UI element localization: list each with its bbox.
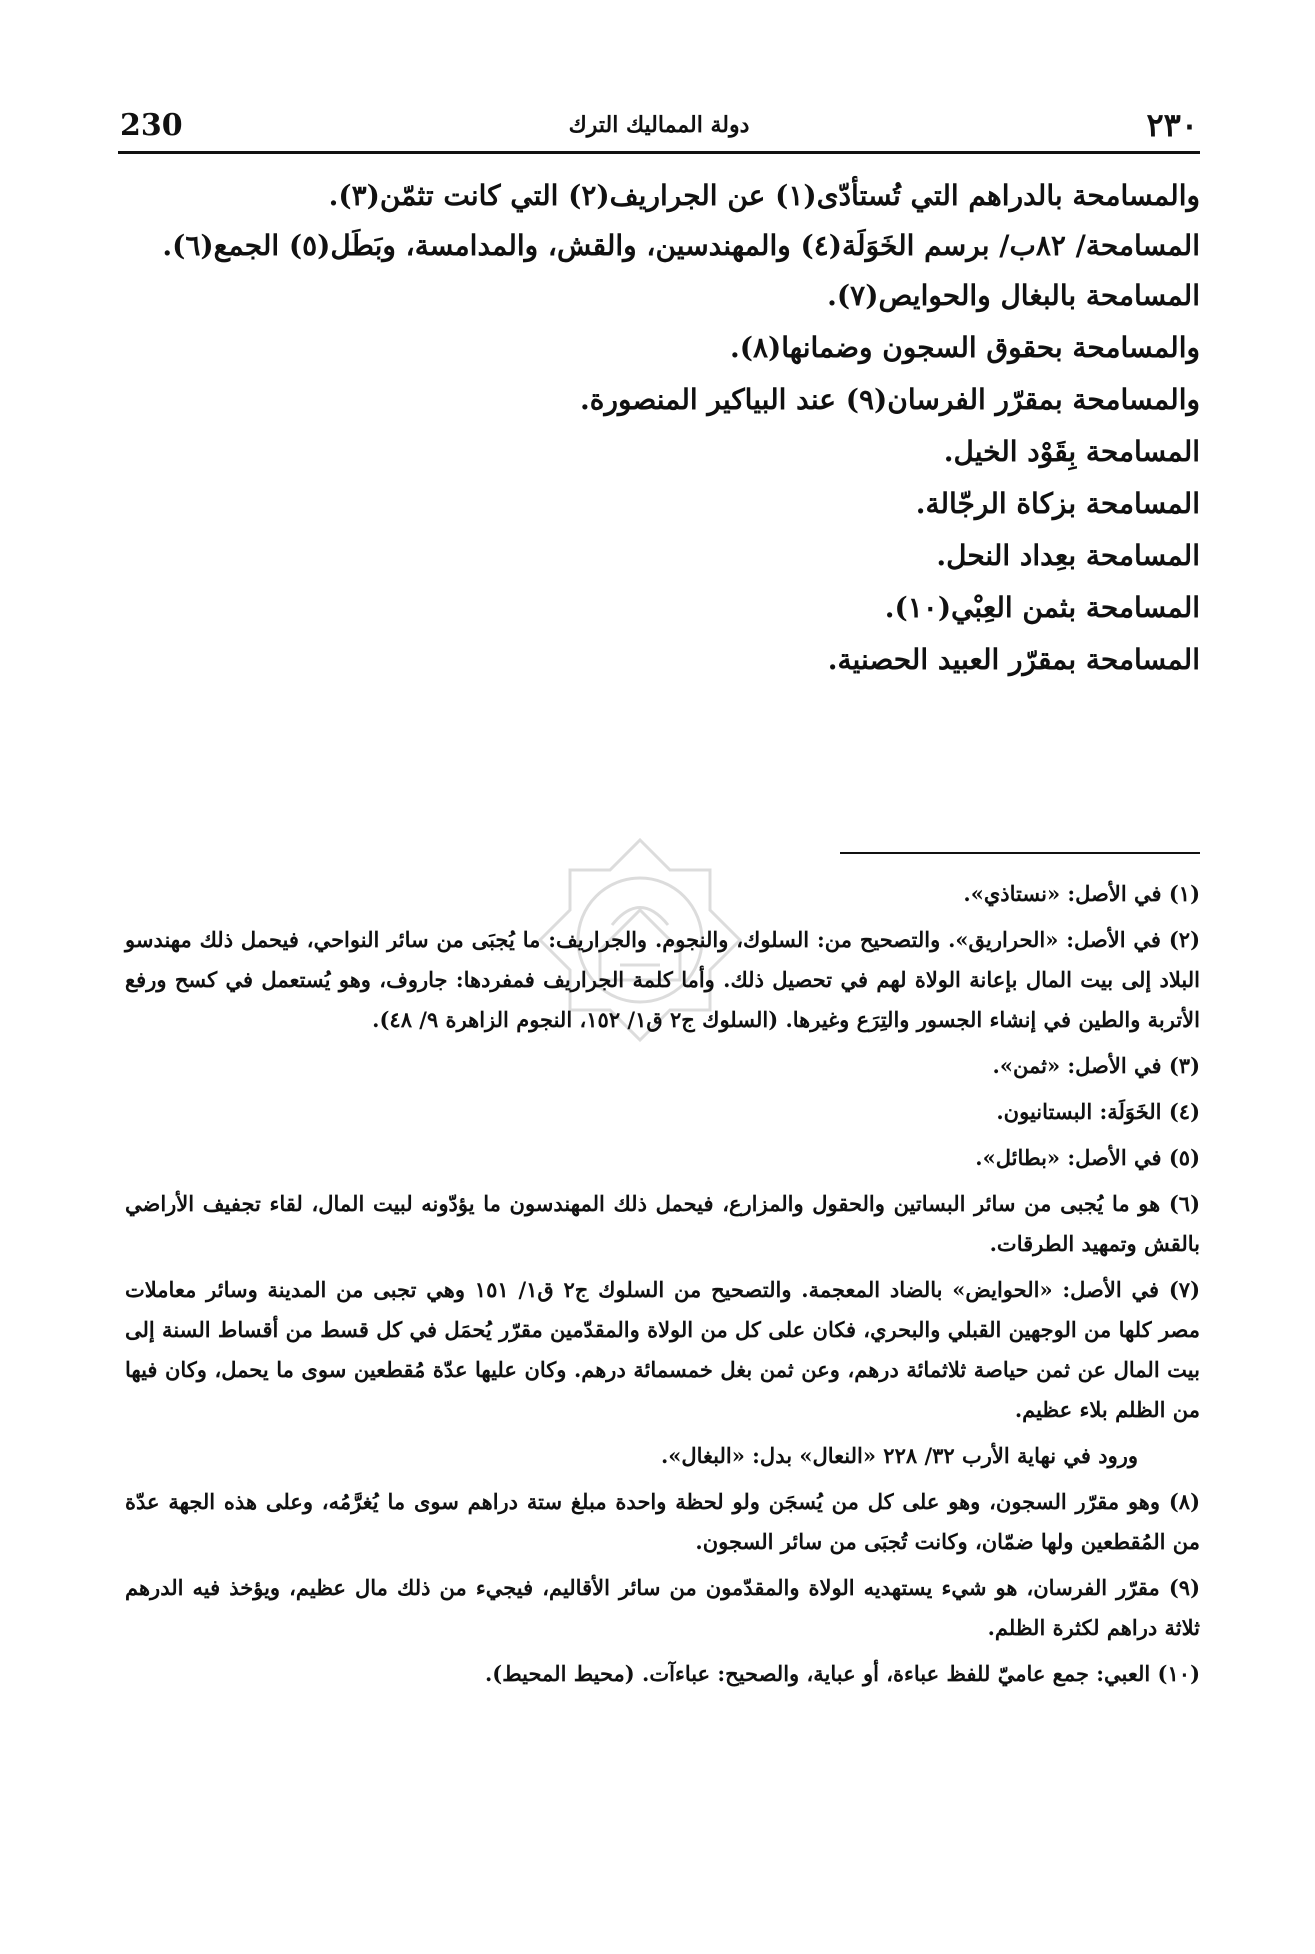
- footnote: (٤) الخَوَلَة: البستانيون.: [996, 1099, 1200, 1124]
- header-rule: [118, 151, 1200, 154]
- main-line: والمسامحة بالدراهم التي تُستأدّى(١) عن الجراريف(٢) التي كانت تثمّن(٣).: [328, 179, 1200, 212]
- footnote-separator: [840, 852, 1200, 854]
- main-line: والمسامحة بمقرّر الفرسان(٩) عند البياكير المنصورة.: [580, 383, 1200, 416]
- running-title: دولة المماليك الترك: [568, 112, 750, 138]
- main-line: المسامحة/ ٨٢ب/ برسم الخَوَلَة(٤) والمهندسين، والقش، والمدامسة، وبَطَل(٥) الجمع(٦).: [162, 229, 1200, 262]
- footnote: (٩) مقرّر الفرسان، هو شيء يستهديه الولاة والمقدّمون من سائر الأقاليم، فيجيء من ذلك مال عظيم، ويؤخذ فيه الدرهم ثلاثة دراهم لكثرة الظلم.: [125, 1575, 1200, 1640]
- footnote: (٧) في الأصل: «الحوايض» بالضاد المعجمة. والتصحيح من السلوك ج٢ ق١/ ١٥١ وهي تجبى من المدينة وسائر معاملات مصر كلها من الوجهين القبلي والبحري، فكان على كل من الولاة والمقدّمين مقرّر يُحمَل في كل قسط من أقساط السنة إلى بيت المال عن ثمن حياصة ثلاثمائة درهم، وعن ثمن بغل خمسمائة درهم. وكان عليها عدّة مُقطعين سوى ما يحمل، وكان فيها من الظلم بلاء عظيم.: [125, 1277, 1200, 1422]
- main-text: [125, 170, 1200, 686]
- footnotes: [125, 874, 1200, 1700]
- page-number-latin: 230: [120, 108, 183, 143]
- footnote-continuation: ورود في نهاية الأرب ٣٢/ ٢٢٨ «النعال» بدل: «البغال».: [660, 1443, 1138, 1468]
- footnote: (٢) في الأصل: «الحراريق». والتصحيح من: السلوك، والنجوم. والجراريف: ما يُجبَى من سائر النواحي، فيحمل ذلك مهندسو البلاد إلى بيت المال بإعانة الولاة لهم في تحصيل ذلك. وأما كلمة الجراريف فمفردها: جاروف، وهو يُستعمل في كسح ورفع الأتربة والطين في إنشاء الجسور والتِرَع وغيرها. (السلوك ج٢ ق١/ ١٥٢، النجوم الزاهرة ٩/ ٤٨).: [125, 927, 1200, 1032]
- page-header: [120, 108, 1198, 148]
- main-line: المسامحة بِقَوْد الخيل.: [943, 435, 1200, 468]
- main-line: المسامحة بعِداد النحل.: [936, 539, 1200, 572]
- main-line: المسامحة بالبغال والحوايص(٧).: [827, 279, 1200, 312]
- page-number-arabic: ٢٣٠: [1146, 106, 1198, 144]
- main-line: والمسامحة بحقوق السجون وضمانها(٨).: [729, 331, 1200, 364]
- footnote: (١) في الأصل: «نستاذي».: [963, 881, 1200, 906]
- main-line: المسامحة بثمن العِبْي(١٠).: [884, 591, 1200, 624]
- main-line: المسامحة بمقرّر العبيد الحصنية.: [827, 643, 1200, 676]
- footnote: (٦) هو ما يُجبى من سائر البساتين والحقول والمزارع، فيحمل ذلك المهندسون ما يؤدّونه لبيت المال، لقاء تجفيف الأراضي بالقش وتمهيد الطرقات.: [125, 1191, 1200, 1256]
- footnote: (٥) في الأصل: «بطائل».: [975, 1145, 1200, 1170]
- main-line: المسامحة بزكاة الرجّالة.: [915, 487, 1200, 520]
- footnote: (٣) في الأصل: «ثمن».: [992, 1053, 1200, 1078]
- footnote: (١٠) العبي: جمع عاميّ للفظ عباءة، أو عباية، والصحيح: عباءآت. (محيط المحيط).: [484, 1661, 1200, 1686]
- footnote: (٨) وهو مقرّر السجون، وهو على كل من يُسجَن ولو لحظة واحدة مبلغ ستة دراهم سوى ما يُغرَّمُه، وعلى هذه الجهة عدّة من المُقطعين ولها ضمّان، وكانت تُجبَى من سائر السجون.: [125, 1489, 1200, 1554]
